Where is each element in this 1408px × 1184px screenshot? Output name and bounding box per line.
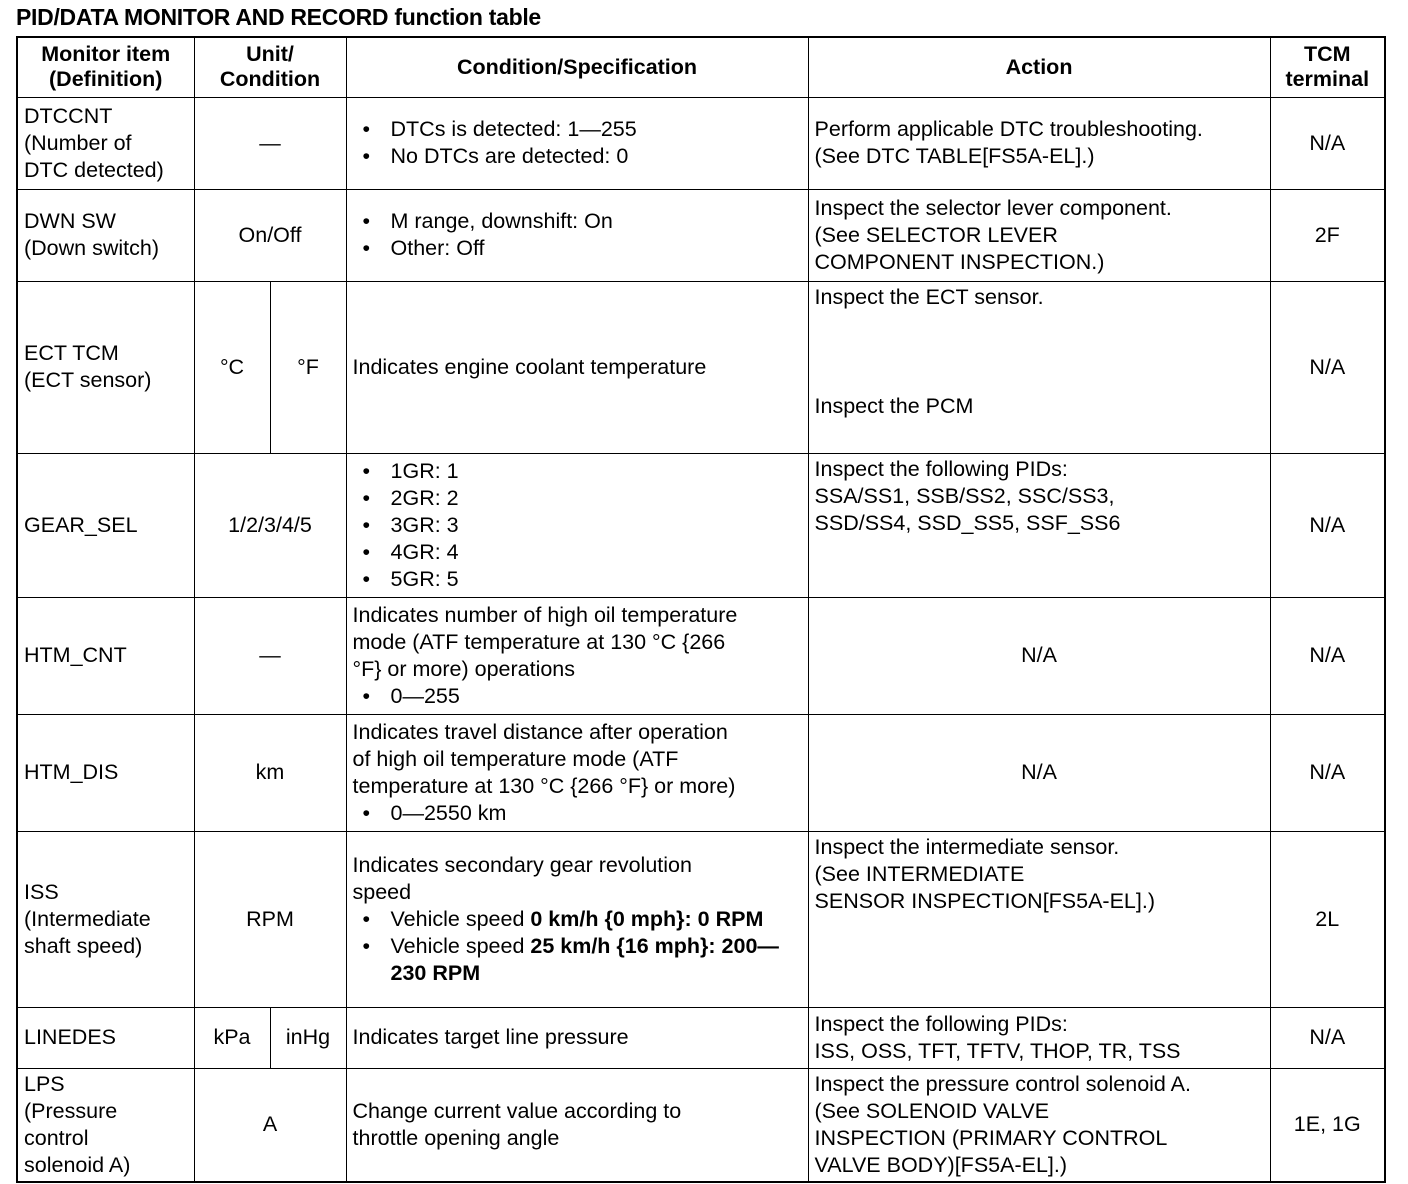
unit: — [194,97,346,189]
table-row [17,281,1385,453]
header-tcm: TCM terminal [1270,37,1385,97]
unit: — [194,597,346,714]
monitor-item: DTCCNT (Number of DTC detected) [17,97,194,189]
tcm-terminal: N/A [1270,453,1385,597]
header-unit: Unit/ Condition [194,37,346,97]
tcm-terminal: N/A [1270,714,1385,831]
table-row [17,714,1385,831]
monitor-item: ISS (Intermediate shaft speed) [17,831,194,1007]
monitor-item: LPS (Pressure control solenoid A) [17,1068,194,1182]
spec: Indicates number of high oil temperature mode (ATF temperature at 130 °C {266 °F} or more) operations • 0—255 [346,597,808,714]
table-row [17,1007,1385,1068]
monitor-item: DWN SW (Down switch) [17,189,194,281]
monitor-item: GEAR_SEL [17,453,194,597]
function-table [16,36,1386,1183]
tcm-terminal: 2L [1270,831,1385,1007]
monitor-item: HTM_CNT [17,597,194,714]
spec: • 1GR: 1 • 2GR: 2 • 3GR: 3 • 4GR: 4 • 5GR: 5 [346,453,808,597]
tcm-terminal: N/A [1270,281,1385,453]
action: Inspect the ECT sensor. Inspect the PCM [808,281,1270,453]
table-row [17,189,1385,281]
monitor-item: ECT TCM (ECT sensor) [17,281,194,453]
unit: On/Off [194,189,346,281]
table-row [17,97,1385,189]
tcm-terminal: N/A [1270,97,1385,189]
spec: Indicates travel distance after operation of high oil temperature mode (ATF temperature at 130 °C {266 °F} or more) • 0—2550 km [346,714,808,831]
tcm-terminal: N/A [1270,597,1385,714]
unit: km [194,714,346,831]
monitor-item: LINEDES [17,1007,194,1068]
unit-imperial: °F [270,281,346,453]
unit-metric: °C [194,281,270,453]
table-row [17,1068,1385,1182]
header-row [17,37,1385,97]
action: Inspect the pressure control solenoid A. (See SOLENOID VALVE INSPECTION (PRIMARY CONTROL VALVE BODY)[FS5A-EL].) [808,1068,1270,1182]
tcm-terminal: 2F [1270,189,1385,281]
table-row [17,831,1385,1007]
action: Inspect the intermediate sensor. (See INTERMEDIATE SENSOR INSPECTION[FS5A-EL].) [808,831,1270,1007]
header-action: Action [808,37,1270,97]
spec: Change current value according to throttle opening angle [346,1068,808,1182]
table-row [17,453,1385,597]
unit: RPM [194,831,346,1007]
action: N/A [808,597,1270,714]
monitor-item: HTM_DIS [17,714,194,831]
tcm-terminal: 1E, 1G [1270,1068,1385,1182]
unit-metric: kPa [194,1007,270,1068]
action: Inspect the following PIDs: SSA/SS1, SSB/SS2, SSC/SS3, SSD/SS4, SSD_SS5, SSF_SS6 [808,453,1270,597]
unit: 1/2/3/4/5 [194,453,346,597]
spec: Indicates secondary gear revolution speed • Vehicle speed 0 km/h {0 mph}: 0 RPM • Vehicle speed 25 km/h {16 mph}: 200—230 RPM [346,831,808,1007]
table-row [17,597,1385,714]
unit-imperial: inHg [270,1007,346,1068]
unit: A [194,1068,346,1182]
header-monitor-item: Monitor item (Definition) [17,37,194,97]
action: Inspect the following PIDs: ISS, OSS, TFT, TFTV, THOP, TR, TSS [808,1007,1270,1068]
spec: Indicates engine coolant temperature [346,281,808,453]
spec: • DTCs is detected: 1—255 • No DTCs are detected: 0 [346,97,808,189]
action: N/A [808,714,1270,831]
spec: Indicates target line pressure [346,1007,808,1068]
page-title: PID/DATA MONITOR AND RECORD function table [16,4,541,30]
action: Inspect the selector lever component. (See SELECTOR LEVER COMPONENT INSPECTION.) [808,189,1270,281]
tcm-terminal: N/A [1270,1007,1385,1068]
action: Perform applicable DTC troubleshooting. (See DTC TABLE[FS5A-EL].) [808,97,1270,189]
header-spec: Condition/Specification [346,37,808,97]
spec: • M range, downshift: On • Other: Off [346,189,808,281]
